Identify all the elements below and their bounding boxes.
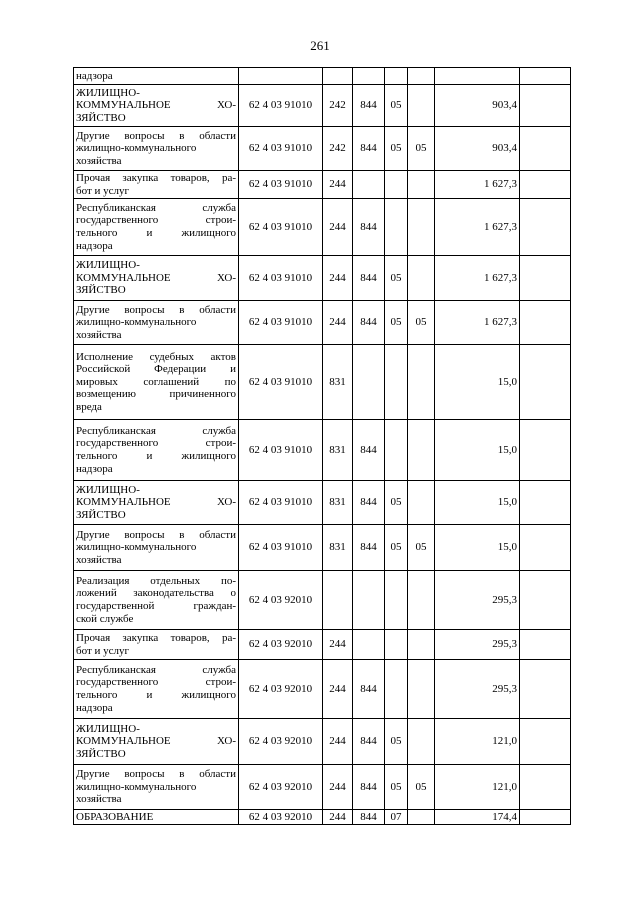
- item-name-line: бот и услуг: [76, 644, 130, 657]
- amount-cell: 1 627,3: [435, 171, 520, 199]
- program-code-cell: 62 4 03 91010: [239, 199, 323, 256]
- administrator-cell: 844: [353, 719, 385, 765]
- empty-cell: [520, 127, 571, 171]
- item-name-line: Республиканская служба: [76, 201, 236, 214]
- expense-type-cell: 244: [323, 630, 353, 660]
- item-name-cell: [74, 420, 239, 481]
- item-name-line: ЗЯЙСТВО: [76, 747, 126, 760]
- amount-cell: 121,0: [435, 765, 520, 810]
- administrator-cell: 844: [353, 256, 385, 301]
- administrator-cell: [353, 571, 385, 630]
- subsection-cell: [408, 345, 435, 420]
- table-row: [74, 301, 571, 345]
- amount-cell: 295,3: [435, 571, 520, 630]
- item-name-cell: [74, 345, 239, 420]
- item-name-line: ЗЯЙСТВО: [76, 508, 126, 521]
- item-name-cell: [74, 68, 239, 85]
- administrator-cell: 844: [353, 127, 385, 171]
- table-row: [74, 199, 571, 256]
- item-name-line: государственного строи-: [76, 214, 236, 227]
- empty-cell: [520, 630, 571, 660]
- subsection-cell: [408, 719, 435, 765]
- empty-cell: [520, 571, 571, 630]
- subsection-cell: [408, 481, 435, 525]
- section-cell: [385, 420, 408, 481]
- item-name-line: Реализация отдельных по-: [76, 574, 236, 587]
- program-code-cell: 62 4 03 91010: [239, 345, 323, 420]
- administrator-cell: 844: [353, 85, 385, 127]
- administrator-cell: 844: [353, 301, 385, 345]
- section-cell: 05: [385, 301, 408, 345]
- item-name-line: возмещению причиненного: [76, 388, 236, 401]
- item-name-line: КОММУНАЛЬНОЕ ХО-: [76, 271, 236, 284]
- amount-cell: 15,0: [435, 420, 520, 481]
- expense-type-cell: 242: [323, 85, 353, 127]
- item-name-cell: [74, 810, 239, 825]
- administrator-cell: 844: [353, 810, 385, 825]
- administrator-cell: 844: [353, 765, 385, 810]
- item-name-line: Другие вопросы в области: [76, 303, 236, 316]
- section-cell: 05: [385, 525, 408, 571]
- item-name-line: Прочая закупка товаров, ра-: [76, 171, 236, 184]
- item-name-line: Прочая закупка товаров, ра-: [76, 631, 236, 644]
- table-row: [74, 481, 571, 525]
- administrator-cell: 844: [353, 420, 385, 481]
- section-cell: 05: [385, 127, 408, 171]
- item-name-line: жилищно-коммунального: [76, 541, 197, 554]
- program-code-cell: 62 4 03 91010: [239, 301, 323, 345]
- section-cell: [385, 630, 408, 660]
- empty-cell: [520, 256, 571, 301]
- item-name-line: ЖИЛИЩНО-: [76, 722, 140, 735]
- item-name-line: тельного и жилищного: [76, 450, 236, 462]
- item-name-line: хозяйства: [76, 328, 122, 341]
- expense-type-cell: 244: [323, 810, 353, 825]
- item-name-line: Исполнение судебных актов: [76, 350, 236, 363]
- empty-cell: [520, 765, 571, 810]
- section-cell: [385, 571, 408, 630]
- item-name-line: ЗЯЙСТВО: [76, 284, 126, 297]
- item-name-line: Другие вопросы в области: [76, 129, 236, 142]
- table-row: [74, 420, 571, 481]
- item-name-cell: [74, 85, 239, 127]
- item-name-line: жилищно-коммунального: [76, 780, 197, 793]
- expense-type-cell: [323, 571, 353, 630]
- amount-cell: 1 627,3: [435, 256, 520, 301]
- expense-type-cell: [323, 68, 353, 85]
- item-name-line: надзора: [76, 69, 113, 82]
- table-row: [74, 630, 571, 660]
- section-cell: 05: [385, 256, 408, 301]
- section-cell: 07: [385, 810, 408, 825]
- amount-cell: 15,0: [435, 525, 520, 571]
- administrator-cell: 844: [353, 199, 385, 256]
- program-code-cell: 62 4 03 92010: [239, 765, 323, 810]
- program-code-cell: 62 4 03 92010: [239, 630, 323, 660]
- item-name-cell: [74, 660, 239, 719]
- program-code-cell: 62 4 03 91010: [239, 85, 323, 127]
- subsection-cell: [408, 85, 435, 127]
- expense-type-cell: 831: [323, 525, 353, 571]
- item-name-cell: [74, 719, 239, 765]
- administrator-cell: [353, 630, 385, 660]
- item-name-line: вреда: [76, 400, 102, 413]
- empty-cell: [520, 68, 571, 85]
- program-code-cell: 62 4 03 91010: [239, 256, 323, 301]
- section-cell: [385, 171, 408, 199]
- program-code-cell: 62 4 03 91010: [239, 171, 323, 199]
- administrator-cell: 844: [353, 481, 385, 525]
- item-name-line: жилищно-коммунального: [76, 316, 197, 329]
- table-body: [74, 68, 571, 825]
- expense-type-cell: 244: [323, 719, 353, 765]
- budget-table: [73, 67, 571, 825]
- item-name-cell: [74, 571, 239, 630]
- amount-cell: 903,4: [435, 85, 520, 127]
- amount-cell: [435, 68, 520, 85]
- subsection-cell: [408, 660, 435, 719]
- item-name-cell: [74, 171, 239, 199]
- subsection-cell: 05: [408, 127, 435, 171]
- empty-cell: [520, 301, 571, 345]
- subsection-cell: [408, 171, 435, 199]
- program-code-cell: 62 4 03 91010: [239, 525, 323, 571]
- expense-type-cell: 244: [323, 660, 353, 719]
- empty-cell: [520, 525, 571, 571]
- amount-cell: 295,3: [435, 630, 520, 660]
- table-row: [74, 68, 571, 85]
- subsection-cell: [408, 571, 435, 630]
- item-name-line: ложений законодательства о: [76, 587, 236, 600]
- item-name-line: Другие вопросы в области: [76, 768, 236, 781]
- subsection-cell: 05: [408, 525, 435, 571]
- subsection-cell: [408, 630, 435, 660]
- program-code-cell: [239, 68, 323, 85]
- item-name-line: Республиканская служба: [76, 424, 236, 437]
- item-name-line: жилищно-коммунального: [76, 142, 197, 155]
- subsection-cell: [408, 199, 435, 256]
- item-name-line: мировых соглашений по: [76, 375, 236, 388]
- section-cell: 05: [385, 85, 408, 127]
- table-row: [74, 127, 571, 171]
- subsection-cell: [408, 68, 435, 85]
- empty-cell: [520, 85, 571, 127]
- amount-cell: 903,4: [435, 127, 520, 171]
- item-name-line: Республиканская служба: [76, 663, 236, 676]
- expense-type-cell: 831: [323, 345, 353, 420]
- item-name-cell: [74, 199, 239, 256]
- empty-cell: [520, 171, 571, 199]
- expense-type-cell: 831: [323, 420, 353, 481]
- empty-cell: [520, 199, 571, 256]
- item-name-line: КОММУНАЛЬНОЕ ХО-: [76, 496, 236, 509]
- item-name-line: государственного строи-: [76, 676, 236, 689]
- table-row: [74, 171, 571, 199]
- section-cell: [385, 199, 408, 256]
- amount-cell: 121,0: [435, 719, 520, 765]
- administrator-cell: 844: [353, 525, 385, 571]
- empty-cell: [520, 345, 571, 420]
- item-name-cell: [74, 127, 239, 171]
- section-cell: [385, 68, 408, 85]
- table-row: [74, 571, 571, 630]
- item-name-cell: [74, 256, 239, 301]
- section-cell: 05: [385, 765, 408, 810]
- empty-cell: [520, 481, 571, 525]
- expense-type-cell: 244: [323, 765, 353, 810]
- item-name-cell: [74, 301, 239, 345]
- item-name-line: надзора: [76, 462, 113, 475]
- empty-cell: [520, 810, 571, 825]
- expense-type-cell: 244: [323, 199, 353, 256]
- item-name-line: надзора: [76, 701, 113, 714]
- expense-type-cell: 244: [323, 301, 353, 345]
- table-row: [74, 660, 571, 719]
- empty-cell: [520, 420, 571, 481]
- administrator-cell: [353, 345, 385, 420]
- expense-type-cell: 244: [323, 171, 353, 199]
- item-name-line: надзора: [76, 239, 113, 252]
- item-name-line: ской службе: [76, 612, 134, 625]
- item-name-line: государственного строи-: [76, 437, 236, 450]
- program-code-cell: 62 4 03 91010: [239, 420, 323, 481]
- page-number: 261: [310, 38, 330, 53]
- program-code-cell: 62 4 03 92010: [239, 810, 323, 825]
- item-name-line: Российской Федерации и: [76, 363, 236, 376]
- administrator-cell: 844: [353, 660, 385, 719]
- program-code-cell: 62 4 03 92010: [239, 660, 323, 719]
- item-name-line: бот и услуг: [76, 184, 130, 197]
- table-row: [74, 345, 571, 420]
- item-name-line: государственной граждан-: [76, 600, 236, 612]
- item-name-line: хозяйства: [76, 793, 122, 806]
- table-row: [74, 765, 571, 810]
- amount-cell: 1 627,3: [435, 301, 520, 345]
- item-name-line: хозяйства: [76, 553, 122, 566]
- empty-cell: [520, 660, 571, 719]
- section-cell: 05: [385, 481, 408, 525]
- program-code-cell: 62 4 03 92010: [239, 571, 323, 630]
- expense-type-cell: 244: [323, 256, 353, 301]
- subsection-cell: 05: [408, 765, 435, 810]
- item-name-cell: [74, 481, 239, 525]
- item-name-line: ЖИЛИЩНО-: [76, 86, 140, 99]
- table-row: [74, 719, 571, 765]
- item-name-cell: [74, 525, 239, 571]
- amount-cell: 174,4: [435, 810, 520, 825]
- item-name-line: тельного и жилищного: [76, 689, 236, 701]
- subsection-cell: [408, 810, 435, 825]
- item-name-line: ЖИЛИЩНО-: [76, 259, 140, 272]
- item-name-cell: [74, 765, 239, 810]
- item-name-cell: [74, 630, 239, 660]
- expense-type-cell: 831: [323, 481, 353, 525]
- program-code-cell: 62 4 03 91010: [239, 481, 323, 525]
- item-name-line: тельного и жилищного: [76, 227, 236, 239]
- table-row: [74, 810, 571, 825]
- item-name-line: КОММУНАЛЬНОЕ ХО-: [76, 99, 236, 112]
- program-code-cell: 62 4 03 92010: [239, 719, 323, 765]
- table-row: [74, 256, 571, 301]
- item-name-line: ОБРАЗОВАНИЕ: [76, 810, 154, 823]
- amount-cell: 15,0: [435, 481, 520, 525]
- table-row: [74, 525, 571, 571]
- amount-cell: 295,3: [435, 660, 520, 719]
- item-name-line: ЖИЛИЩНО-: [76, 483, 140, 496]
- subsection-cell: [408, 420, 435, 481]
- item-name-line: Другие вопросы в области: [76, 528, 236, 541]
- section-cell: [385, 345, 408, 420]
- amount-cell: 15,0: [435, 345, 520, 420]
- subsection-cell: [408, 256, 435, 301]
- administrator-cell: [353, 68, 385, 85]
- expense-type-cell: 242: [323, 127, 353, 171]
- table-row: [74, 85, 571, 127]
- empty-cell: [520, 719, 571, 765]
- item-name-line: КОММУНАЛЬНОЕ ХО-: [76, 735, 236, 748]
- item-name-line: хозяйства: [76, 154, 122, 167]
- item-name-line: ЗЯЙСТВО: [76, 111, 126, 124]
- section-cell: [385, 660, 408, 719]
- amount-cell: 1 627,3: [435, 199, 520, 256]
- subsection-cell: 05: [408, 301, 435, 345]
- administrator-cell: [353, 171, 385, 199]
- program-code-cell: 62 4 03 91010: [239, 127, 323, 171]
- section-cell: 05: [385, 719, 408, 765]
